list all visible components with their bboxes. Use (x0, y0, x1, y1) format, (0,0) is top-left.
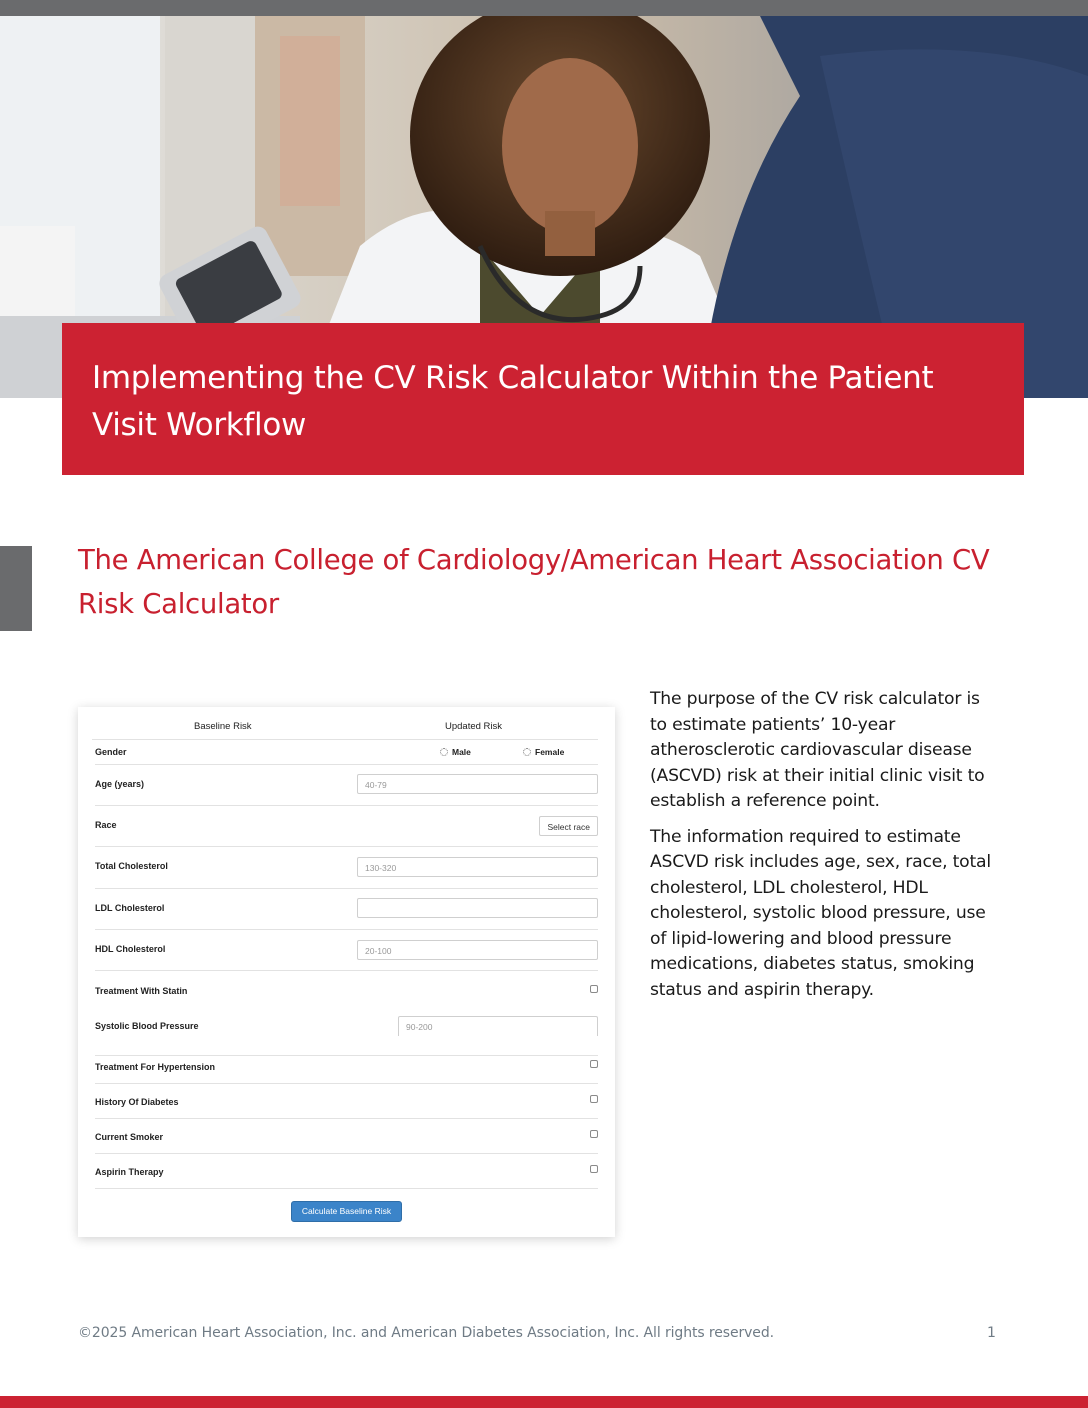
tab-baseline-risk[interactable]: Baseline Risk (194, 721, 252, 732)
total-cholesterol-input[interactable]: 130-320 (357, 857, 598, 877)
age-input[interactable]: 40-79 (357, 774, 598, 794)
page-number: 1 (987, 1325, 996, 1341)
hypertension-label: Treatment For Hypertension (95, 1062, 216, 1072)
aspirin-label: Aspirin Therapy (95, 1167, 164, 1177)
side-gray-tab (0, 546, 32, 631)
sbp-row (95, 1007, 598, 1056)
diabetes-checkbox[interactable] (590, 1095, 598, 1103)
male-radio[interactable] (440, 748, 448, 756)
aspirin-row (95, 1154, 598, 1189)
sbp-label: Systolic Blood Pressure (95, 1021, 199, 1031)
diabetes-row (95, 1084, 598, 1119)
total-cholesterol-label: Total Cholesterol (95, 861, 168, 871)
diabetes-label: History Of Diabetes (95, 1097, 179, 1107)
aspirin-checkbox[interactable] (590, 1165, 598, 1173)
select-race-button[interactable]: Select race (539, 816, 598, 836)
ldl-label: LDL Cholesterol (95, 903, 165, 913)
age-row (95, 765, 598, 806)
statin-label: Treatment With Statin (95, 986, 188, 996)
banner-title: Implementing the CV Risk Calculator Within the Patient Visit Workflow (92, 360, 934, 443)
risk-calculator-form (78, 707, 615, 1237)
ldl-input[interactable] (357, 898, 598, 918)
gender-label: Gender (95, 747, 127, 757)
form-tabs (78, 721, 615, 741)
sbp-input[interactable]: 90-200 (398, 1016, 598, 1036)
smoker-row (95, 1119, 598, 1154)
statin-row (95, 971, 598, 1007)
footer-copyright: ©2025 American Heart Association, Inc. and American Diabetes Association, Inc. All rights reserved. (78, 1325, 774, 1341)
top-gray-bar (0, 0, 1088, 16)
bottom-red-bar (0, 1396, 1088, 1408)
section-title: The American College of Cardiology/American Heart Association CV Risk Calculator (78, 544, 990, 620)
tab-updated-risk[interactable]: Updated Risk (445, 721, 503, 732)
gender-row (95, 741, 598, 765)
paragraph-information: The information required to estimate ASCVD risk includes age, sex, race, total cholesterol, LDL cholesterol, HDL cholesterol, systolic blood pressure, use of lipid-lowering and blood pressure medications, diabetes status, smoking status and aspirin therapy. (650, 826, 991, 1000)
tab-divider (92, 739, 598, 740)
race-row (95, 806, 598, 847)
title-banner (62, 323, 1024, 475)
hypertension-checkbox[interactable] (590, 1060, 598, 1068)
statin-checkbox[interactable] (590, 985, 598, 993)
female-radio[interactable] (523, 748, 531, 756)
female-label: Female (535, 747, 565, 757)
male-label: Male (452, 747, 471, 757)
smoker-label: Current Smoker (95, 1132, 164, 1142)
hdl-input[interactable]: 20-100 (357, 940, 598, 960)
body-text (650, 687, 995, 1013)
hdl-label: HDL Cholesterol (95, 944, 166, 954)
ldl-row (95, 889, 598, 930)
total-cholesterol-row (95, 847, 598, 889)
smoker-checkbox[interactable] (590, 1130, 598, 1138)
paragraph-purpose: The purpose of the CV risk calculator is to estimate patients’ 10-year atherosclerotic cardiovascular disease (ASCVD) risk at their initial clinic visit to establish a reference point. (650, 689, 985, 811)
hdl-row (95, 930, 598, 971)
calculate-baseline-risk-button[interactable]: Calculate Baseline Risk (291, 1201, 402, 1222)
hypertension-row (95, 1056, 598, 1084)
race-label: Race (95, 820, 117, 830)
age-label: Age (years) (95, 779, 145, 789)
